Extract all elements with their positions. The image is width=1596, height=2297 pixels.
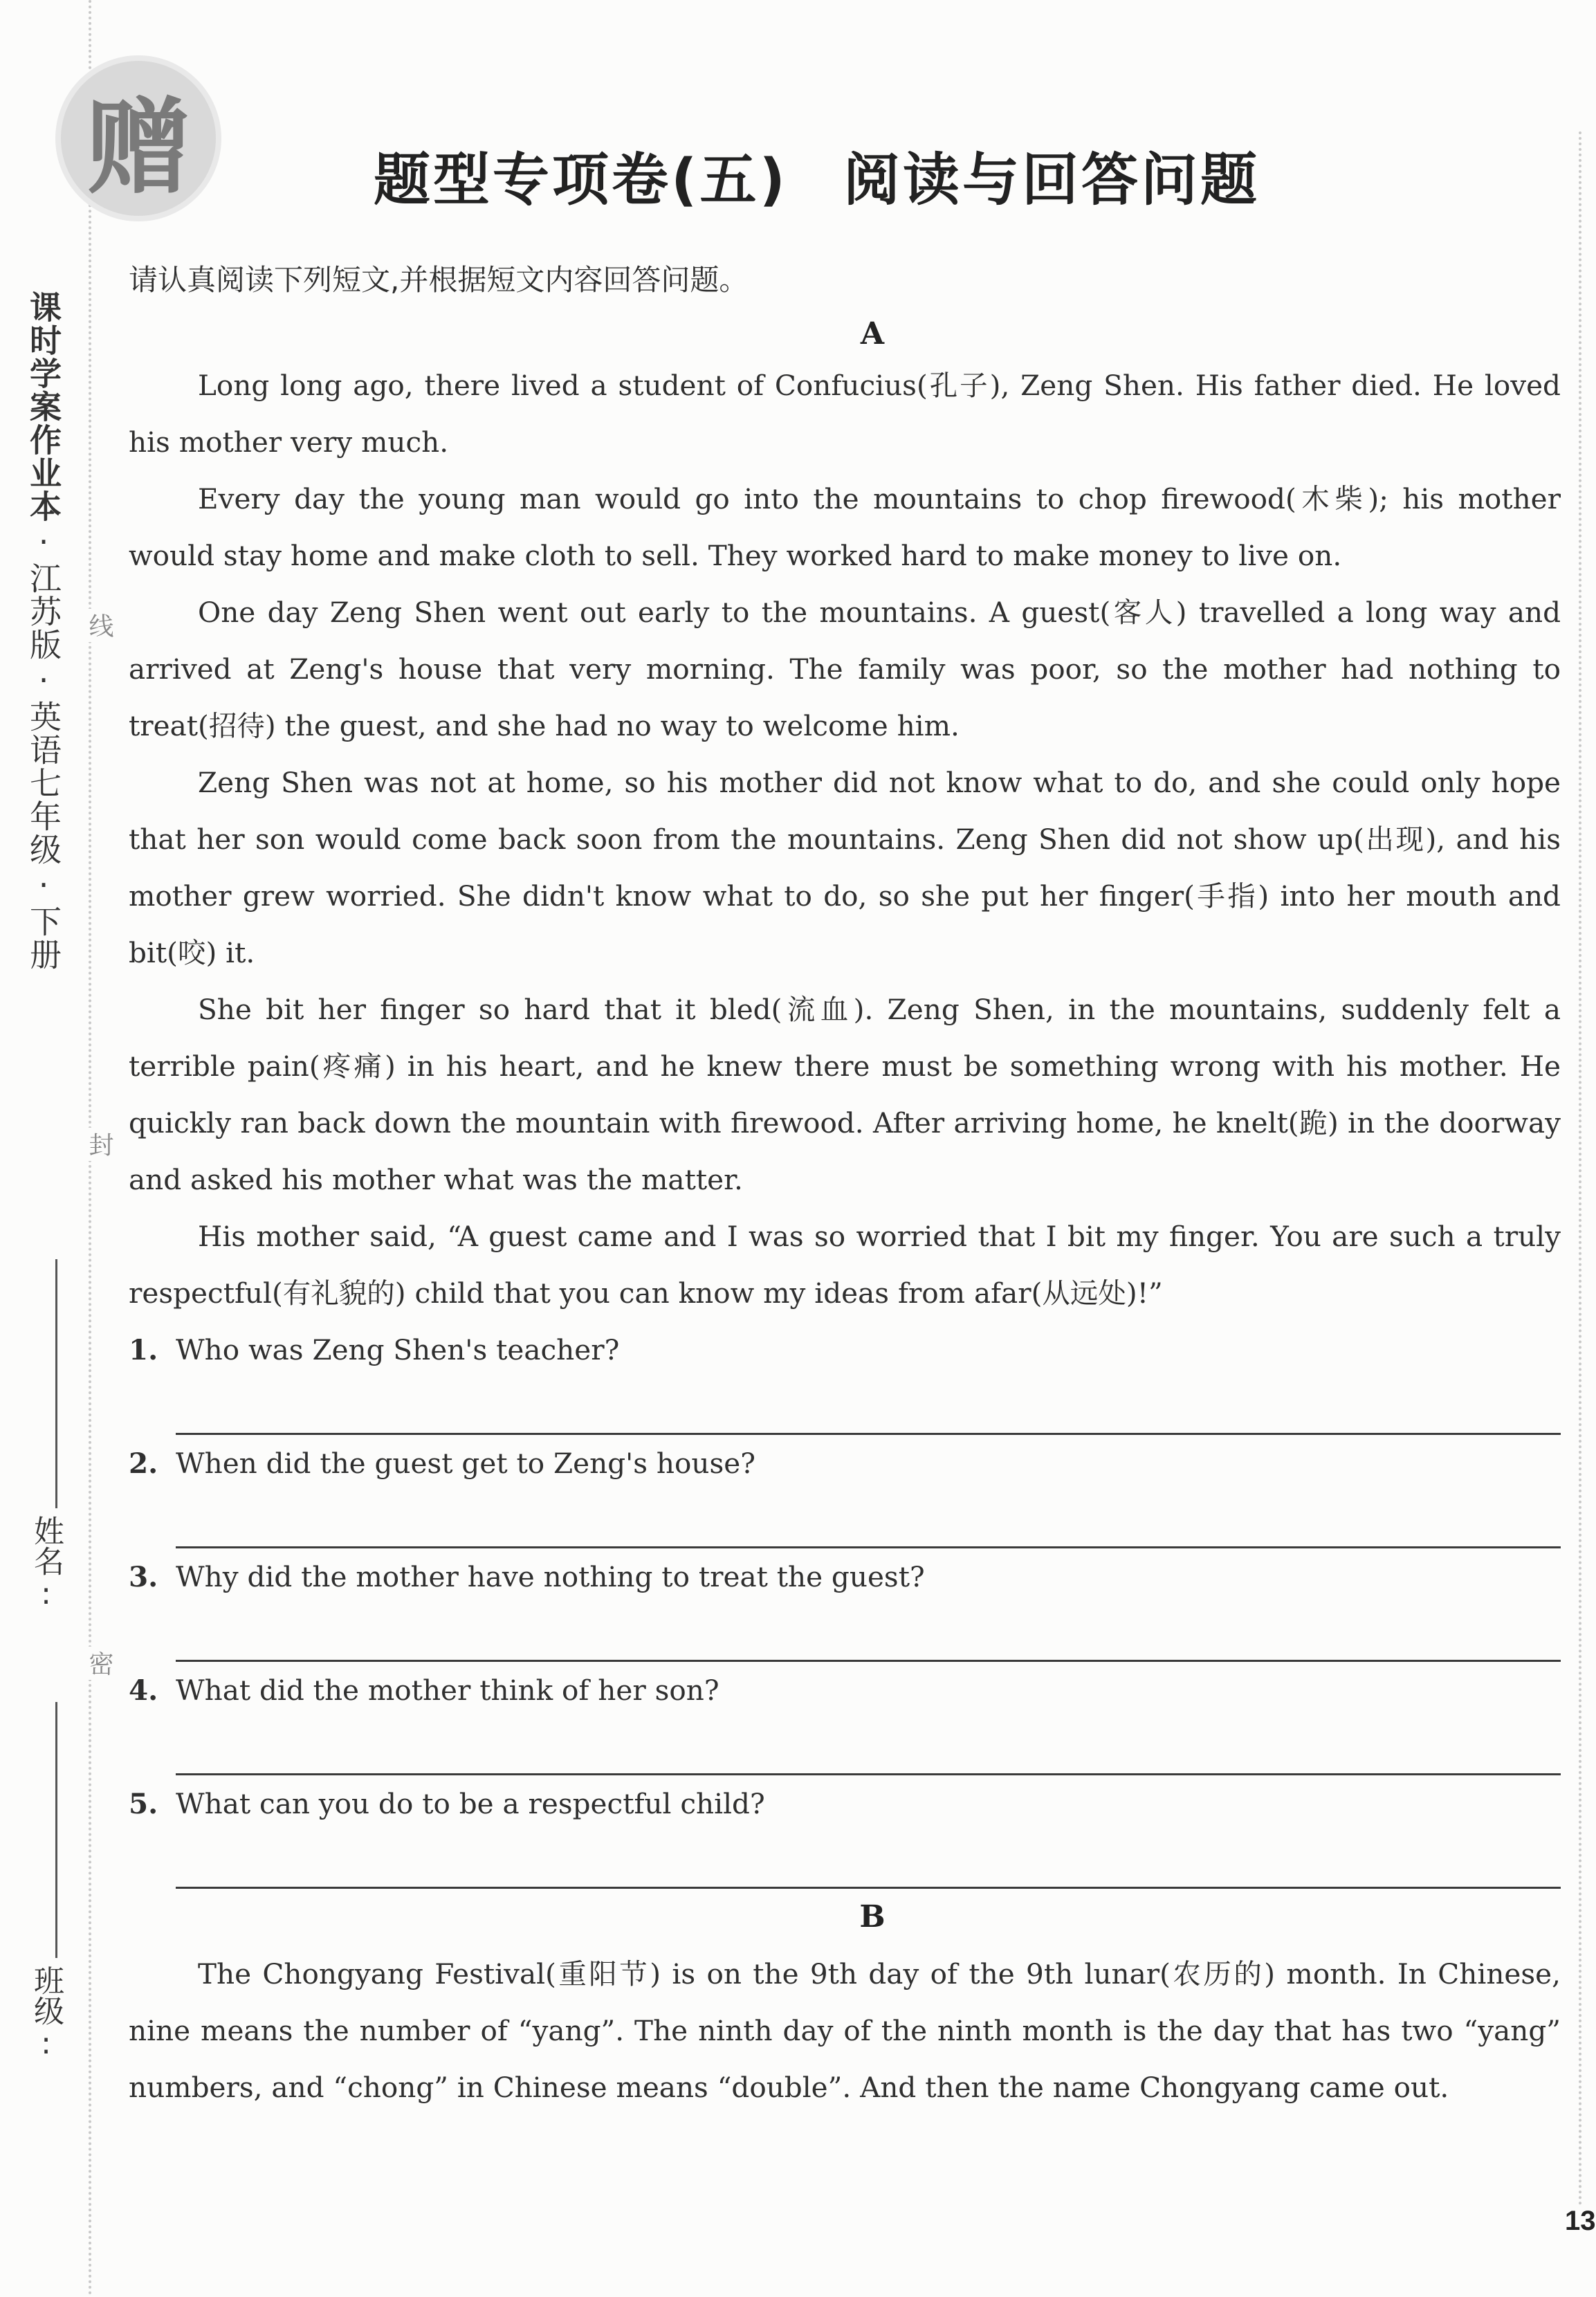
page-title [374,135,1260,216]
stamp-character: 赠 [86,88,190,208]
title-part2: 阅读与回答问题 [843,147,1260,213]
page-number: 13 [1565,2206,1596,2236]
exercise-content [129,311,1561,2116]
passage-a-paragraph: Every day the young man would go into the mountains to chop firewood(木柴); his mother would stay home and make cloth to sell. They worked hard to make money to live on. [129,482,1561,572]
series-title-part1: 课时学案 [25,291,62,423]
cut-mark-feng: 封 [82,1128,117,1161]
passage-a-paragraph: Long long ago, there lived a student of Confucius(孔子), Zeng Shen. His father died. He loved his mother very much. [129,369,1561,459]
question-text: When did the guest get to Zeng's house? [176,1447,755,1480]
series-title-part3: ·江苏版·英语七年级·下册 [25,523,62,971]
question-2 [129,1435,1561,1492]
passage-b-paragraph: The Chongyang Festival(重阳节) is on the 9th day of the 9th lunar(农历的) month. In Chinese, nine means the number of “yang”. The ninth day of the ninth month is the day that has two “yang” numbers, and “chong” in Chinese means “double”. And then the name Chongyang came out. [129,1957,1561,2104]
series-title-part2: 作业本 [25,423,62,523]
name-field[interactable] [55,1259,57,1508]
class-field[interactable] [55,1702,57,1958]
question-number: 4. [129,1674,158,1707]
series-title [21,291,66,971]
question-1 [129,1321,1561,1378]
cut-mark-mi: 密 [82,1647,117,1680]
question-text: Why did the mother have nothing to treat the guest? [176,1560,925,1593]
section-a-label: A [860,316,885,351]
question-5 [129,1775,1561,1832]
answer-line-4[interactable] [176,1719,1561,1775]
class-label: 班级: [28,1965,64,2061]
question-number: 3. [129,1560,158,1593]
question-number: 1. [129,1333,158,1366]
binding-margin [0,0,190,2297]
answer-line-1[interactable] [176,1378,1561,1435]
right-margin-line [1579,131,1581,2207]
answer-line-5[interactable] [176,1832,1561,1889]
answer-line-3[interactable] [176,1605,1561,1662]
question-text: What can you do to be a respectful child? [176,1787,765,1820]
passage-a-paragraph: One day Zeng Shen went out early to the mountains. A guest(客人) travelled a long way and arrived at Zeng's house that very morning. The family was poor, so the mother had nothing to treat(招待) the guest, and she had no way to welcome him. [129,596,1561,742]
question-3 [129,1548,1561,1605]
answer-line-2[interactable] [176,1492,1561,1548]
cut-mark-xian: 线 [82,609,117,642]
passage-a-paragraph: She bit her finger so hard that it bled(流血). Zeng Shen, in the mountains, suddenly felt a terrible pain(疼痛) in his heart, and he knew there must be something wrong with his mother. He quickly ran back down the mountain with firewood. After arriving home, he knelt(跪) in the doorway and asked his mother what was the matter. [129,993,1561,1196]
passage-a-paragraph: His mother said, “A guest came and I was so worried that I bit my finger. You are such a truly respectful(有礼貌的) child that you can know my ideas from afar(从远处)!” [129,1220,1561,1310]
question-4 [129,1662,1561,1719]
question-text: What did the mother think of her son? [176,1674,719,1707]
name-label: 姓名: [28,1515,64,1611]
instruction: 请认真阅读下列短文,并根据短文内容回答问题。 [129,263,749,297]
question-number: 2. [129,1447,158,1480]
question-number: 5. [129,1787,158,1820]
gift-stamp [55,55,221,221]
passage-a-paragraph: Zeng Shen was not at home, so his mother did not know what to do, and she could only hope that her son would come back soon from the mountains. Zeng Shen did not show up(出现), and his mother grew worried. She didn't know what to do, so she put her finger(手指) into her mouth and bit(咬) it. [129,766,1561,969]
question-text: Who was Zeng Shen's teacher? [176,1333,620,1366]
title-part1: 题型专项卷(五) [374,147,788,213]
section-b-label: B [859,1899,886,1934]
